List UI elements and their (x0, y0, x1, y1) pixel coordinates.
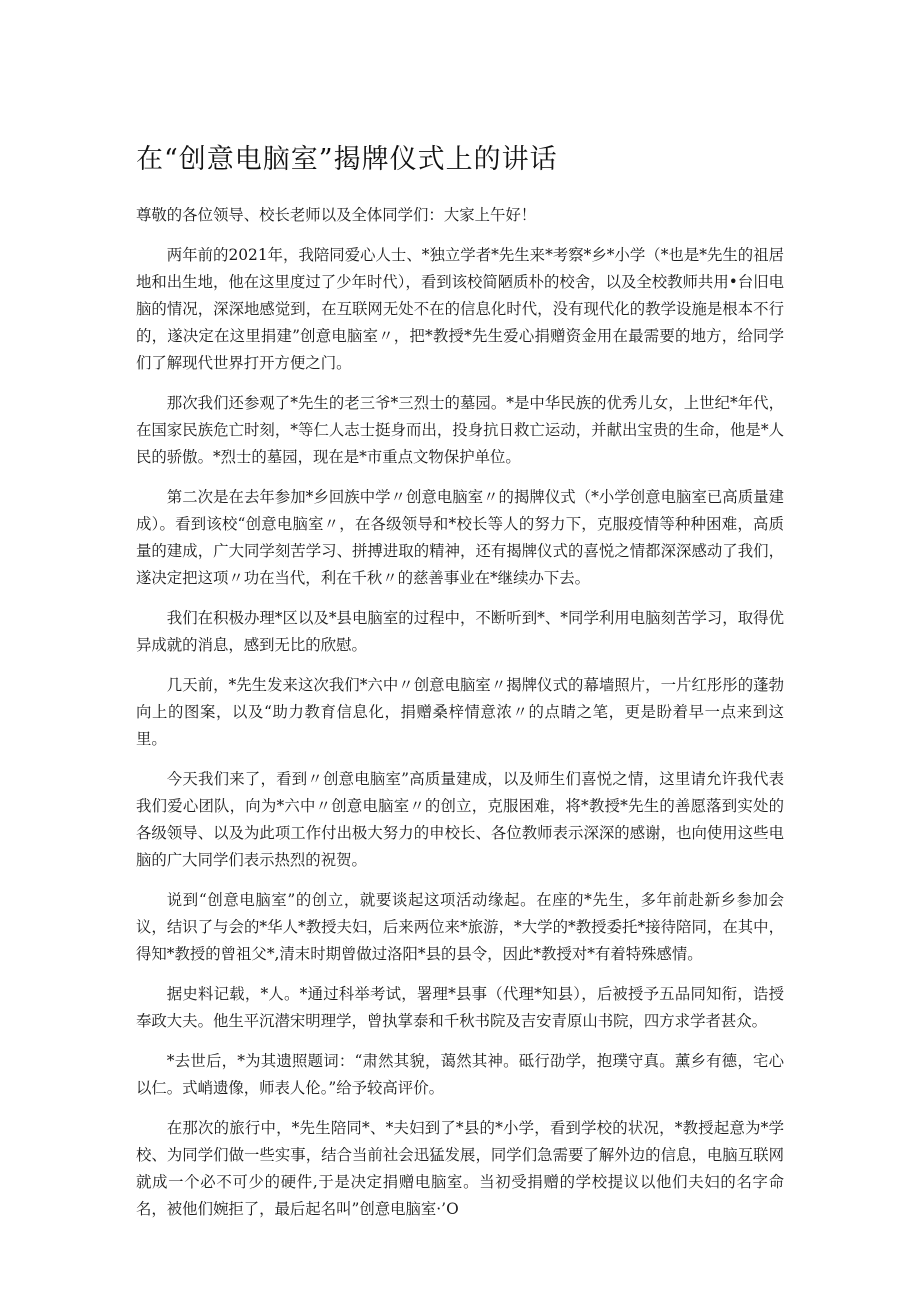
paragraph-7: 说到“创意电脑室”的创立，就要谈起这项活动缘起。在座的*先生，多年前赴新乡参加会议，结识了与会的*华人*教授夫妇，后来两位来*旅游，*大学的*教授委托*接待陪同，在其中，得知*教授的曾祖父*,清末时期曾做过洛阳*县的县令，因此*教授对*有着特殊感情。 (136, 891, 784, 963)
paragraph-8: 据史料记载，*人。*通过科举考试，署理*县事（代理*知县），后被授予五品同知衔，诰授奉政大夫。他生平沉潜宋明理学，曾执掌泰和千秋书院及吉安青原山书院，四方求学者甚众。 (136, 985, 784, 1030)
paragraph-1: 两年前的2021年，我陪同爱心人士、*独立学者*先生来*考察*乡*小学（*也是*先生的祖居地和出生地，他在这里度过了少年时代），看到该校简陋质朴的校舍，以及全校教师共用•台旧电脑的情况，深深地感觉到，在互联网无处不在的信息化时代，没有现代化的教学设施是根本不行的，遂决定在这里捐建”创意电脑室〃，把*教授*先生爱心捐赠资金用在最需要的地方，给同学们了解现代世界打开方便之门。 (136, 246, 784, 372)
paragraph-3: 第二次是在去年参加*乡回族中学〃创意电脑室〃的揭牌仪式（*小学创意电脑室已高质量建成）。看到该校“创意电脑室〃，在各级领导和*校长等人的努力下，克服疫情等种种困难，高质量的建成，广大同学刻苦学习、拼搏进取的精神，还有揭牌仪式的喜悦之情都深深感动了我们，遂决定把这项〃功在当代，利在千秋〃的慈善事业在*继续办下去。 (136, 488, 784, 587)
document-title: 在“创意电脑室”揭牌仪式上的讲话 (136, 144, 558, 175)
document-page (136, 140, 784, 1236)
paragraph-5: 几天前，*先生发来这次我们*六中〃创意电脑室〃揭牌仪式的幕墙照片，一片红彤彤的蓬勃向上的图案，以及“助力教育信息化，捐赠桑梓情意浓〃的点睛之笔，更是盼着早一点来到这里。 (136, 676, 784, 748)
paragraph-4: 我们在积极办理*区以及*县电脑室的过程中，不断听到*、*同学利用电脑刻苦学习，取得优异成就的消息，感到无比的欣慰。 (136, 609, 784, 654)
paragraph-9: *去世后，*为其遗照题词：“肃然其貌，蔼然其神。砥行劭学，抱璞守真。薰乡有德，宅心以仁。式峭遗像，师表人伦。”给予较高评价。 (136, 1052, 784, 1097)
paragraph-10: 在那次的旅行中，*先生陪同*、*夫妇到了*县的*小学，看到学校的状况，*教授起意为*学校、为同学们做一些实事，结合当前社会迅猛发展，同学们急需要了解外边的信息，电脑互联网就成一个必不可少的硬件,于是决定捐赠电脑室。当初受捐赠的学校提议以他们夫妇的名字命名，被他们婉拒了，最后起名叫”创意电脑室·’O (136, 1119, 784, 1218)
greeting-line: 尊敬的各位领导、校长老师以及全体同学们：大家上午好！ (136, 206, 537, 224)
paragraph-6: 今天我们来了，看到〃创意电脑室”高质量建成，以及师生们喜悦之情，这里请允许我代表我们爱心团队，向为*六中〃创意电脑室〃的创立，克服困难，将*教授*先生的善愿落到实处的各级领导、以及为此项工作付出极大努力的申校长、各位教师表示深深的感谢，也向使用这些电脑的广大同学们表示热烈的祝贺。 (136, 770, 784, 869)
paragraph-2: 那次我们还参观了*先生的老三爷*三烈士的墓园。*是中华民族的优秀儿女，上世纪*年代，在国家民族危亡时刻，*等仁人志士挺身而出，投身抗日救亡运动，并献出宝贵的生命，他是*人民的骄傲。*烈士的墓园，现在是*市重点文物保护单位。 (136, 394, 784, 466)
